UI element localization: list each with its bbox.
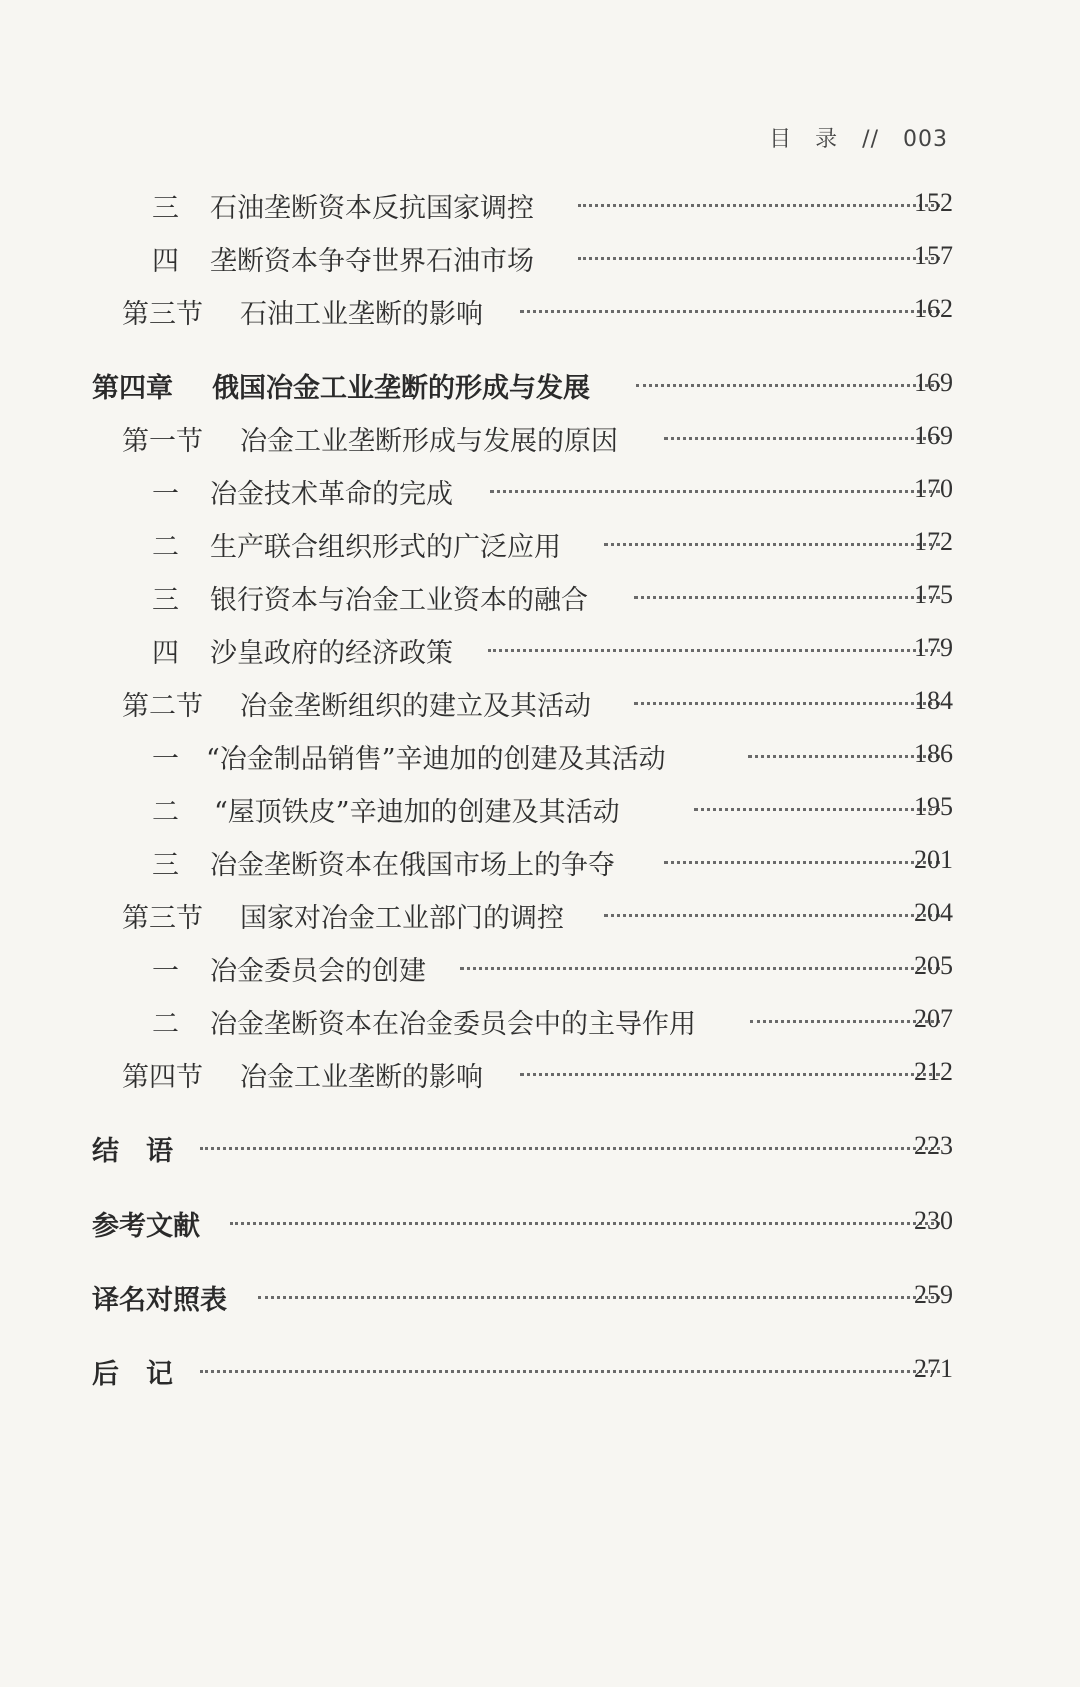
toc-entry-page: 175 [914, 580, 953, 609]
toc-entry-lead: 第四节 [122, 1062, 203, 1093]
toc-entry-lead: 参考文献 [92, 1211, 200, 1242]
toc-entry-page: 223 [914, 1131, 953, 1160]
toc-entry-lead: 第四章 [92, 373, 173, 404]
toc-entry-lead: 结 语 [92, 1136, 173, 1167]
toc-leader-dots [578, 257, 940, 260]
toc-entry [0, 998, 1080, 1038]
toc-section [0, 892, 1080, 932]
toc-leader-dots [750, 1020, 940, 1023]
toc-entry-lead: 第二节 [122, 691, 203, 722]
toc-entry-title: “冶金制品销售”辛迪加的创建及其活动 [206, 744, 666, 775]
toc-entry-page: 195 [914, 792, 953, 821]
toc-entry [0, 574, 1080, 614]
toc-entry-lead: 四 [152, 246, 179, 277]
toc-entry-title: 冶金工业垄断形成与发展的原因 [240, 426, 618, 457]
header-page-number: 003 [903, 127, 948, 152]
toc-leader-dots [748, 755, 940, 758]
toc-entry-title: 国家对冶金工业部门的调控 [240, 903, 564, 934]
toc-leader-dots [664, 437, 940, 440]
toc-leader-dots [460, 967, 940, 970]
toc-entry-title: “屋顶铁皮”辛迪加的创建及其活动 [214, 797, 620, 828]
toc-entry-lead: 第三节 [122, 299, 203, 330]
toc-entry-page: 230 [914, 1206, 953, 1235]
toc-entry-page: 169 [914, 368, 953, 397]
toc-entry-title: 沙皇政府的经济政策 [210, 638, 453, 669]
toc-entry-lead: 一 [152, 956, 179, 987]
toc-leader-dots [634, 596, 940, 599]
toc-leader-dots [490, 490, 940, 493]
toc-backmatter [0, 1125, 1080, 1165]
toc-section [0, 415, 1080, 455]
toc-entry-title: 银行资本与冶金工业资本的融合 [210, 585, 588, 616]
toc-entry-lead: 一 [152, 744, 179, 775]
toc-entry-title: 俄国冶金工业垄断的形成与发展 [212, 373, 590, 404]
toc-entry-lead: 二 [152, 797, 179, 828]
toc-entry [0, 945, 1080, 985]
toc-leader-dots [488, 649, 940, 652]
toc-backmatter [0, 1274, 1080, 1314]
toc-entry-page: 271 [914, 1354, 953, 1383]
toc-entry [0, 627, 1080, 667]
toc-leader-dots [694, 808, 940, 811]
toc-entry-lead: 二 [152, 532, 179, 563]
toc-entry-page: 212 [914, 1057, 953, 1086]
toc-backmatter [0, 1348, 1080, 1388]
toc-entry-page: 179 [914, 633, 953, 662]
toc-leader-dots [230, 1222, 940, 1225]
toc-leader-dots [578, 204, 940, 207]
toc-entry-title: 石油工业垄断的影响 [240, 299, 483, 330]
toc-entry [0, 733, 1080, 773]
toc-entry-lead: 三 [152, 585, 179, 616]
toc-entry-lead: 译名对照表 [92, 1285, 227, 1316]
toc-entry [0, 786, 1080, 826]
toc-leader-dots [636, 384, 940, 387]
toc-leader-dots [520, 1073, 940, 1076]
toc-entry-title: 冶金垄断资本在俄国市场上的争夺 [210, 850, 615, 881]
toc-leader-dots [258, 1296, 940, 1299]
toc-leader-dots [604, 914, 940, 917]
running-header [769, 122, 948, 153]
toc-entry-page: 184 [914, 686, 953, 715]
toc-entry [0, 182, 1080, 222]
toc-leader-dots [664, 861, 940, 864]
toc-section [0, 288, 1080, 328]
toc-entry-page: 201 [914, 845, 953, 874]
toc-entry [0, 468, 1080, 508]
toc-entry-lead: 三 [152, 193, 179, 224]
toc-leader-dots [604, 543, 940, 546]
toc-entry [0, 521, 1080, 561]
header-section: 目 录 [769, 127, 839, 152]
toc-entry-page: 207 [914, 1004, 953, 1033]
toc-entry-lead: 四 [152, 638, 179, 669]
toc-backmatter [0, 1200, 1080, 1240]
toc-entry-title: 冶金垄断组织的建立及其活动 [240, 691, 591, 722]
toc-entry-title: 石油垄断资本反抗国家调控 [210, 193, 534, 224]
toc-entry-page: 186 [914, 739, 953, 768]
toc-entry-lead: 二 [152, 1009, 179, 1040]
toc-entry-page: 162 [914, 294, 953, 323]
toc-entry-page: 259 [914, 1280, 953, 1309]
toc-entry-page: 169 [914, 421, 953, 450]
toc-section [0, 680, 1080, 720]
toc-leader-dots [634, 702, 940, 705]
toc-entry-lead: 后 记 [92, 1359, 173, 1390]
toc-entry-title: 冶金工业垄断的影响 [240, 1062, 483, 1093]
toc-entry-page: 170 [914, 474, 953, 503]
toc-entry-lead: 三 [152, 850, 179, 881]
header-separator: // [862, 127, 879, 152]
toc-section [0, 1051, 1080, 1091]
toc-leader-dots [520, 310, 940, 313]
toc-entry-title: 冶金委员会的创建 [210, 956, 426, 987]
toc-entry-lead: 第一节 [122, 426, 203, 457]
toc-entry-page: 157 [914, 241, 953, 270]
toc-leader-dots [200, 1370, 940, 1373]
toc-entry-lead: 第三节 [122, 903, 203, 934]
toc-entry-title: 冶金技术革命的完成 [210, 479, 453, 510]
toc-entry-page: 204 [914, 898, 953, 927]
toc-entry [0, 235, 1080, 275]
toc-leader-dots [200, 1147, 940, 1150]
toc-entry-title: 垄断资本争夺世界石油市场 [210, 246, 534, 277]
toc-entry-title: 生产联合组织形式的广泛应用 [210, 532, 561, 563]
toc-entry-page: 205 [914, 951, 953, 980]
toc-chapter [0, 362, 1080, 402]
toc-entry-lead: 一 [152, 479, 179, 510]
toc-entry [0, 839, 1080, 879]
toc-entry-title: 冶金垄断资本在冶金委员会中的主导作用 [210, 1009, 696, 1040]
toc-entry-page: 152 [914, 188, 953, 217]
toc-entry-page: 172 [914, 527, 953, 556]
